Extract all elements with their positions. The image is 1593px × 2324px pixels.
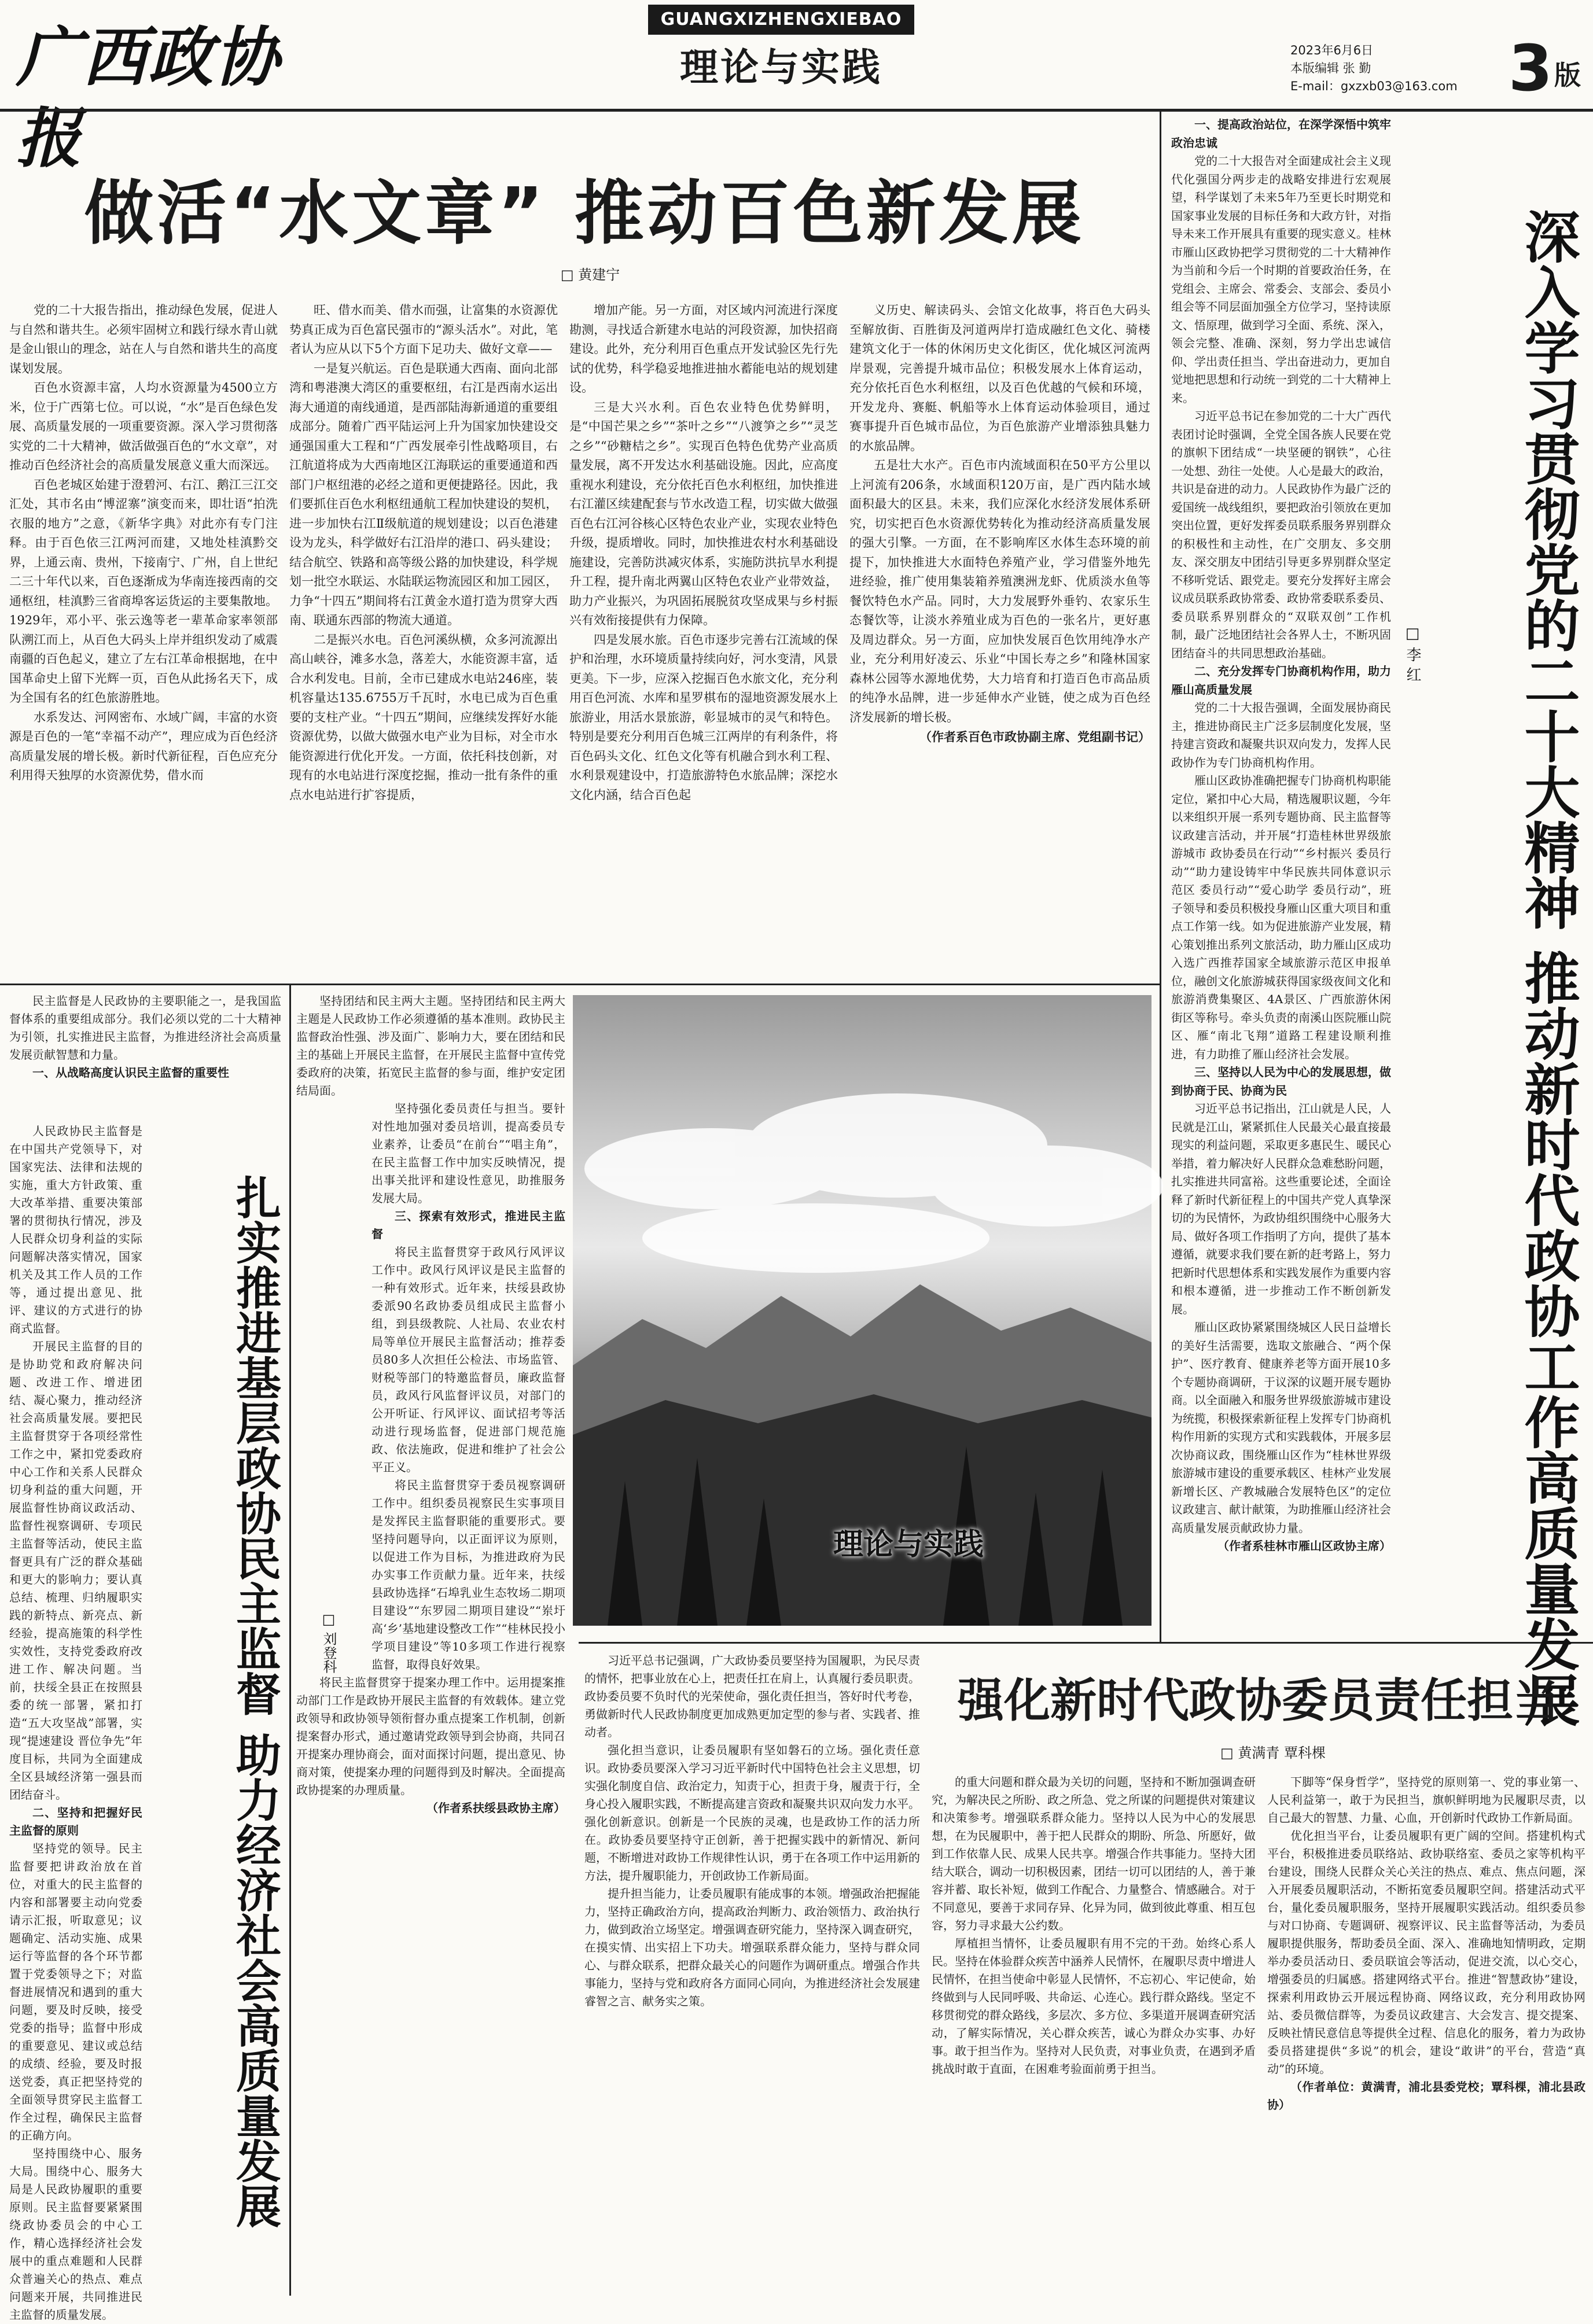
paragraph: 坚持党的领导。民主监督要把讲政治放在首位，对重大的民主监督的内容和部署要主动向党委请示汇报，听取意见；议题确定、活动实施、成果运行等监督的各个环节都置于党委领导之下；对监督进展情况和遇到的重大问题，要及时反映，接受党委的指导；监督中形成的重要意见、建议或总结的成绩、经验，要及时报送党委，真正把坚持党的全面领导贯穿民主监督工作全过程，确保民主监督的正确方向。 bbox=[9, 1841, 142, 2142]
article4-author: □ 黄满青 覃科棵 bbox=[1220, 1745, 1326, 1761]
paragraph: 党的二十大报告对全面建成社会主义现代化强国分两步走的战略安排进行宏观展望，科学谋划了未来5年乃至更长时期党和国家事业发展的目标任务和大政方针，对指导未来工作开展具有重要的现实意义。桂林市雁山区政协把学习贯彻党的二十大精神作为当前和今后一个时期的首要政治任务，在党组会、主席会、常委会、支部会、委员小组会等不同层面加强全方位学习，坚持读原文、悟原理，做到学习全面、系统、深入，领会完整、准确、深刻，努力学出忠诚信仰、学出责任担当、学出奋进动力，更加自觉地把思想和行动统一到党的二十大精神上来。 bbox=[1171, 154, 1391, 405]
article3-col2 bbox=[296, 992, 565, 2291]
article1-author: □ 黄建宁 bbox=[560, 267, 620, 283]
article1-col1 bbox=[9, 301, 278, 966]
paragraph: 四是发展水旅。百色市逐步完善右江流域的保护和治理，水环境质量持续向好，河水变清，风景更美。下一步，应深入挖掘百色水旅文化，充分利用百色河流、水库和星罗棋布的湿地资源发展水上旅游业，用活水景旅游，彰显城市的灵气和特色。特别是要充分利用百色城三江两岸的有利条件，将百色码头文化、红色文化等有机融合到水利工程、水利景观建设中，打造旅游特色水旅品牌；深挖水文化内涵，结合百色起 bbox=[569, 632, 838, 802]
subhead: 三、探索有效形式，推进民主监督 bbox=[371, 1209, 565, 1241]
paragraph: 百色老城区始建于澄碧河、右江、鹅江三江交汇处，其市名由“博涩寨”演变而来，即壮语“拍洗衣服的地方”之意，《新华字典》对此亦有专门注释。由于百色依三江两河而建，又地处桂滇黔交界，上通云南、贵州，下接南宁、广州，自上世纪二三十年代以来，百色逐渐成为华南连接西南的交通枢纽，桂滇黔三省商埠客运货运的主要集散地。1929年，邓小平、张云逸等老一辈革命家率领部队溯江而上，从百色大码头上岸并组织发动了威震南疆的百色起义，建立了左右江革命根据地，在中国革命史上留下光辉一页，百色从此扬名天下，成为全国有名的红色旅游胜地。 bbox=[9, 477, 278, 705]
paragraph: 将民主监督贯穿于提案办理工作中。运用提案推动部门工作是政协开展民主监督的有效载体。建立党政领导和政协领导领衔督办重点提案工作机制，创新提案督办形式，通过邀请党政领导到会协商，共同召开提案办理协商会，面对面探讨问题，提出意见、协商对策，使提案办理的问题得到及时解决。全面提高政协提案的办理质量。 bbox=[296, 1675, 565, 1797]
subhead: 一、从战略高度认识民主监督的重要性 bbox=[32, 1066, 229, 1080]
paragraph: 民主监督是人民政协的主要职能之一，是我国监督体系的重要组成部分。我们必须以党的二十大精神为引领，扎实推进民主监督，为推进经济社会高质量发展贡献智慧和力量。 bbox=[9, 994, 281, 1062]
article1-col3 bbox=[569, 301, 838, 966]
paragraph: 人民政协民主监督是在中国共产党领导下，对国家宪法、法律和法规的实施，重大方针政策、重大改革举措、重要决策部署的贯彻执行情况，涉及人民群众切身利益的实际问题解决落实情况，国家机关及其工作人员的工作等，通过提出意见、批评、建议的方式进行的协商式监督。 bbox=[9, 1124, 142, 1335]
section-title: 理论与实践 bbox=[680, 45, 882, 90]
paragraph: 习近平总书记在参加党的二十大广西代表团讨论时强调，全党全国各族人民要在党的旗帜下团结成“一块坚硬的钢铁”，心往一处想、劲往一处使。人心是最大的政治，共识是奋进的动力。人民政协作为最广泛的爱国统一战线组织，要把政治引领放在更加突出位置，更好发挥委员联系服务界别群众的积极性和主动性，在广交朋友、多交朋友、深交朋友中团结引导更多界别群众坚定不移听党话、跟党走。要充分发挥好主席会议成员联系政协常委、政协常委联系委员、委员联系界别群众的“双联双创”工作机制，最广泛地团结社会各界人士，不断巩固团结奋斗的共同思想政治基础。 bbox=[1171, 409, 1391, 660]
paragraph: 厚植担当情怀，让委员履职有用不完的干劲。始终心系人民。坚持在体验群众疾苦中涵养人民情怀，在履职尽责中增进人民情怀，在担当使命中彰显人民情怀，不忘初心、牢记使命，始终做到与人民同呼吸、共命运、心连心。践行群众路线。坚定不移贯彻党的群众路线，多层次、多方位、多渠道开展调查研究活动，了解实际情况，关心群众疾苦，诚心为群众办实事、办好事。敢于担当作为。坚持对人民负责，对事业负责，在遇到矛盾挑战时敢于直面，在困难考验面前勇于担当。 bbox=[932, 1936, 1256, 2076]
paragraph: 一是复兴航运。百色是联通大西南、面向北部湾和粤港澳大湾区的重要枢纽，右江是西南水运出海大通道的南线通道，是西部陆海新通道的重要组成部分。随着广西平陆运河上升为国家加快建设交通强国重大工程和“广西发展牵引性战略项目，右江航道将成为大西南地区江海联运的重要通道和西部门户枢纽港的必经之道和更便捷路径。因此，我们要抓住百色水利枢纽通航工程加快建设的契机，进一步加快右江Ⅱ级航道的规划建设；以百色港建设为龙头，科学做好右江沿岸的港口、码头建设；结合航空、铁路和高等级公路的加快建设，科学规划一批空水联运、水陆联运物流园区和加工园区，力争“十四五”期间将右江黄金水道打造为贯穿大西南、联通东西部的物流大通道。 bbox=[289, 361, 558, 627]
paragraph: 旺、借水而美、借水而强，让富集的水资源优势真正成为百色富民强市的“源头活水”。对此，笔者认为应从以下5个方面下足功夫、做好文章—— bbox=[289, 303, 558, 356]
author-note: （作者单位：黄满青，浦北县委党校；覃科棵，浦北县政协） bbox=[1267, 2080, 1585, 2112]
subhead: 二、充分发挥专门协商机构作用，助力雁山高质量发展 bbox=[1171, 664, 1391, 697]
article4-col3 bbox=[1267, 1773, 1585, 2288]
author-note: （作者系桂林市雁山区政协主席） bbox=[1217, 1539, 1391, 1553]
paragraph: 水系发达、河网密布、水域广阔，丰富的水资源是百色的一笔“幸福不动产”，理应成为百色经济高质量发展的增长极。新时代新征程，百色应充分利用得天独厚的水资源优势，借水而 bbox=[9, 710, 278, 782]
page-number: 3 bbox=[1508, 31, 1553, 105]
paragraph: 坚持团结和民主两大主题。坚持团结和民主两大主题是人民政协工作必须遵循的基本准则。政协民主监督政治性强、涉及面广、影响力大，要在团结和民主的基础上开展民主监督，在开展民主监督中宣传党委政府的决策，拓宽民主监督的参与面，维护安定团结局面。 bbox=[296, 994, 565, 1097]
paragraph: 雁山区政协紧紧围绕城区人民日益增长的美好生活需要，选取文旅融合、“两个保护”、医疗教育、健康养老等方面开展10多个专题协商调研，于议深的议题开展专题协商。以全面融入和服务世界级旅游城市建设为统揽，积极探索新征程上发挥专门协商机构作用新的实现方式和实践载体，开展多层次协商议政，围绕雁山区作为“桂林世界级旅游城市建设的重要承载区、桂林产业发展新增长区、产教城融合发展特色区”的定位议政建言、献计献策，为助推雁山经济社会高质量发展贡献政协力量。 bbox=[1171, 1320, 1391, 1535]
paragraph: 五是壮大水产。百色市内流域面积在50平方公里以上河流有206条，水域面积120万亩，是广西内陆水域面积最大的区县。未来，我们应深化水经济发展体系研究，切实把百色水资源优势转化为推动经济高质量发展的强大引擎。一方面，在不影响库区水体生态环境的前提下，加快推进大水面特色养殖产业，学习借鉴外地先进经验，推广使用集装箱养殖澳洲龙虾、优质淡水鱼等餐饮特色水产品。同时，大力发展野外垂钓、农家乐生态餐饮等，让淡水养殖业成为百色的一张名片，更好惠及周边群众。另一方面，应加快发展百色饮用纯净水产业，充分利用好凌云、乐业“中国长寿之乡”和隆林国家森林公园等水源地优势，大力培育和打造百色市高品质的纯净水品牌，进一步延伸水产业链，使之成为百色经济发展新的增长极。 bbox=[849, 458, 1150, 724]
article3-author: □ 刘登科 bbox=[321, 1611, 337, 1674]
paragraph: 下脚等“保身哲学”，坚持党的原则第一、党的事业第一、人民利益第一，敢于为民担当，旗帜鲜明地为民履职尽责，以自己最大的智慧、力量、心血，开创新时代政协工作新局面。 bbox=[1267, 1775, 1585, 1825]
article3-lead bbox=[9, 992, 281, 1117]
paragraph: 优化担当平台，让委员履职有更广阔的空间。搭建机构式平台，积极推进委员联络站、政协联络室、委员之家等机构平台建设，围绕人民群众关心关注的热点、难点、焦点问题，深入开展委员履职活动，不断拓宽委员履职空间。搭建活动式平台，量化委员履职服务，坚持开展履职实践活动。组织委员参与对口协商、专题调研、视察评议、民主监督等活动，为委员履职提供服务，帮助委员全面、深入、准确地知情明政，定期举办委员活动日、委员联谊会等活动，促进交流，以心交心，增强委员的归属感。搭建网络式平台。推进“智慧政协”建设，探索利用政协云开展远程协商、网络议政，充分利用政协网站、委员微信群等，为委员议政建言、大会发言、提交提案、反映社情民意信息等提供全过程、信息化的服务，着力为政协委员搭建提供“多说”的机会，建设“敢讲”的平台，营造“真动”的环境。 bbox=[1267, 1829, 1585, 2076]
subhead: 一、提高政治站位，在深学深悟中筑牢政治忠诚 bbox=[1171, 117, 1391, 150]
article4-col1 bbox=[584, 1652, 920, 2288]
article2-author: □ 李 红 bbox=[1404, 625, 1421, 682]
pinyin-banner: GUANGXIZHENGXIEBAO bbox=[648, 5, 914, 35]
hill-icon bbox=[573, 1394, 1151, 1626]
article3-col1 bbox=[9, 1122, 142, 2322]
newspaper-logo: 广西政协报 bbox=[16, 20, 280, 176]
paragraph: 三是大兴水利。百色农业特色优势鲜明，是“中国芒果之乡”“茶叶之乡”“八渡笋之乡”“灵芝之乡”“砂糖桔之乡”。实现百色特色优势产业高质量发展，离不开发达水利基础设施。因此，应高度重视水利建设，充分依托百色水利枢纽，加快推进右江灌区续建配套与节水改造工程，切实做大做强百色右江河谷核心区特色农业产业，实现农业特色升级，提质增收。同时，加快推进农村水利基础设施建设，完善防洪减灾体系，实施防洪抗旱水利提升工程，提升南北两翼山区特色农业产业带效益，助力产业振兴，为巩固拓展脱贫攻坚成果与乡村振兴有效衔接提供有力保障。 bbox=[569, 400, 838, 627]
issue-editor: 本版编辑 张 勤 bbox=[1290, 61, 1371, 75]
article1-title: 做活“水文章” 推动百色新发展 bbox=[84, 174, 1085, 254]
author-note: （作者系扶绥县政协主席） bbox=[426, 1801, 565, 1815]
paragraph: 习近平总书记强调，广大政协委员要坚持为国履职，为民尽责的情怀，把事业放在心上，把责任扛在肩上，认真履行委员职责。政协委员要不负时代的光荣使命，强化责任担当，答好时代考卷，勇做新时代人民政协制度更加成熟更加定型的参与者、实践者、推动者。 bbox=[584, 1653, 920, 1739]
masthead-rule bbox=[0, 109, 1593, 112]
rule-left-block bbox=[289, 984, 291, 2296]
article3-title: 扎实推进基层政协民主监督 助力经济社会高质量发展 bbox=[229, 1174, 281, 2229]
article4-col2 bbox=[932, 1773, 1256, 2288]
paragraph: 将民主监督贯穿于委员视察调研工作中。组织委员视察民生实事项目是发挥民主监督职能的重要形式。要坚持问题导向，以正面评议为原则，以促进工作为目标，为推进政府为民办实事工作贡献力量。近年来，扶绥县政协选择“石埠乳业生态牧场二期项目建设”“东罗园二期项目建设”“岽圩高‘乡’基地建设整改工作”“桂林民投小学项目建设”等10多项工作进行视察监督，取得良好效果。 bbox=[371, 1478, 565, 1671]
paragraph: 开展民主监督的目的是协助党和政府解决问题、改进工作、增进团结、凝心聚力，推动经济社会高质量发展。要把民主监督贯穿于各项经常性工作之中，紧扣党委政府中心工作和关系人民群众切身利益的重大问题，开展监督性协商议政活动、监督性视察调研、专项民主监督等活动，使民主监督更具有广泛的群众基础和更大的影响力；要认真总结、梳理、归纳履职实践的新特点、新亮点、新经验，提高施策的科学性实效性，支持党委政府改进工作、解决问题。当前，扶绥全县正在按照县委的统一部署，紧扣打造“五大攻坚战”部署，实现“提速建设 晋位争先”年度目标，共同为全面建成全区县域经济第一强县而团结奋斗。 bbox=[9, 1339, 142, 1802]
paragraph: 提升担当能力，让委员履职有能成事的本领。增强政治把握能力，坚持正确政治方向，提高政治判断力、政治领悟力、政治执行力，做到政治立场坚定。增强调查研究能力，坚持深入调查研究，在摸实情、出实招上下功夫。增强联系群众能力，坚持与群众同心、与群众联系，把群众最关心的问题作为调研重点。增强合作共事能力，坚持与党和政府各方面同心同向，为推进经济社会发展建睿智之言、献务实之策。 bbox=[584, 1887, 920, 2008]
article2-body bbox=[1171, 116, 1391, 1631]
paragraph: 的重大问题和群众最为关切的问题，坚持和不断加强调查研究，为解决民之所盼、政之所急、党之所谋的问题提供对策建议和决策参考。增强联系群众能力。坚持以人民为中心的发展思想，在为民履职中，善于把人民群众的期盼、所急、所愿好，做到工作依靠人民、成果人民共享。增强合作共事能力。坚持大团结大联合，调动一切积极因素，团结一切可以团结的人，善于兼容并蓄、取长补短，做到工作配合、力量整合、情感融合。对于不同意见，要善于求同存异、化异为同，做到彼此尊重、相互包容，努力寻求最大公约数。 bbox=[932, 1775, 1256, 1932]
paragraph: 义历史、解读码头、会馆文化故事，将百色大码头至解放街、百胜街及河道两岸打造成融红色文化、骑楼建筑文化于一体的休闲历史文化街区，优化城区河流两岸景观，完善提升城市品位；积极发展水上体育运动，充分依托百色水利枢纽，以及百色优越的气候和环境，开发龙舟、赛艇、帆船等水上体育运动体验项目，通过赛事提升百色城市品位，为百色旅游产业增添独具魅力的水旅品牌。 bbox=[849, 303, 1150, 453]
paragraph: 强化担当意识，让委员履职有坚如磐石的立场。强化责任意识。政协委员要深入学习习近平新时代中国特色社会主义思想，切实强化制度自信、政治定力，知责于心，担责于身，履责于行，全身心投入履职实践，不断提高建言资政和凝聚共识双向发力水平。强化创新意识。创新是一个民族的灵魂，也是政协工作的活力所在。政协委员要坚持守正创新，善于把握实践中的新情况、新问题，不断增进对政协工作规律性认识，勇于在各项工作中运用新的方法，提升履职能力，开创政协工作新局面。 bbox=[584, 1743, 920, 1883]
paragraph: 雁山区政协准确把握专门协商机构职能定位，紧扣中心大局，精选履职议题，今年以来组织开展一系列专题协商、民主监督等议政建言活动，并开展“打造桂林世界级旅游城市 政协委员在行动”“乡村振兴 委员行动”“助力建设铸牢中华民族共同体意识示范区 委员行动”“爱心助学 委员行动”，班子领导和委员积极投身雁山区重大项目和重点工作第一线。如为促进旅游产业发展，精心策划推出系列文旅活动，助力雁山区成功入选广西推荐国家全域旅游示范区申报单位，融创文化旅游城获得国家级夜间文化和旅游消费集聚区、4A景区、广西旅游休闲街区等称号。牵头负责的南溪山医院雁山院区、雁“南北飞翔”道路工程建设顺利推进，有力助推了雁山经济社会发展。 bbox=[1171, 774, 1391, 1061]
paragraph: 坚持强化委员责任与担当。要针对性地加强对委员培训，提高委员专业素养，让委员“在前台”“唱主角”，在民主监督工作中加实反映情况，提出事关批评和建设性意见，助推服务发展大局。 bbox=[371, 1102, 565, 1205]
subhead: 二、坚持和把握好民主监督的原则 bbox=[9, 1806, 142, 1837]
column-rule-right bbox=[1160, 110, 1161, 1642]
paragraph: 将民主监督贯穿于政风行风评议工作中。政风行风评议是民主监督的一种有效形式。近年来，扶绥县政协委派90名政协委员组成民主监督小组，到县级教院、人社局、农业农村局等单位开展民主监督活动；推荐委员80多人次担任公检法、市场监管、财税等部门的特邀监督员，廉政监督员，政风行风监督评议员，对部门的公开听证、行风评议、面试招考等活动进行现场监督，促进部门规范施政、依法施政，促进和维护了社会公平正义。 bbox=[371, 1245, 565, 1474]
subhead: 三、坚持以人民为中心的发展思想，做到协商于民、协商为民 bbox=[1171, 1065, 1391, 1097]
author-note: （作者系百色市政协副主席、党组副书记） bbox=[919, 730, 1150, 744]
article4-title: 强化新时代政协委员责任担当 bbox=[958, 1674, 1559, 1728]
page-suffix: 版 bbox=[1554, 60, 1581, 91]
issue-info bbox=[1290, 42, 1504, 97]
issue-date: 2023年6月6日 bbox=[1290, 43, 1374, 57]
paragraph: 党的二十大报告指出，推动绿色发展，促进人与自然和谐共生。必须牢固树立和践行绿水青山就是金山银山的理念，站在人与自然和谐共生的高度谋划发展。 bbox=[9, 303, 278, 375]
photo-caption: 理论与实践 bbox=[833, 1527, 984, 1562]
article1-col2 bbox=[289, 301, 558, 966]
cloud-icon bbox=[584, 1093, 1163, 1273]
rule-top-left-bottom bbox=[0, 984, 1160, 985]
paragraph: 坚持围绕中心、服务大局。围绕中心、服务大局是人民政协履职的重要原则。民主监督要紧紧围绕政协委员会的中心工作，精心选择经济社会发展中的重点难题和人民群众普遍关心的热点、难点问题来开展，共同推进民主监督的质量发展。 bbox=[9, 2146, 142, 2322]
paragraph: 增加产能。另一方面，对区域内河流进行深度勘测，寻找适合新建水电站的河段资源，加快招商建设。此外，充分利用百色重点开发试验区先行先试的优势，科学稳妥地推进抽水蓄能电站的规划建设。 bbox=[569, 303, 838, 395]
landscape-photo bbox=[573, 995, 1151, 1626]
paragraph: 二是振兴水电。百色河溪纵横，众多河流源出高山峡谷，滩多水急，落差大，水能资源丰富，适合水利发电。目前，全市已建成水电站246座，装机容量达135.6755万千瓦时，水电已成为百色重要的支柱产业。“十四五”期间，应继续发挥好水能资源优势，以做大做强水电产业为目标，对全市水能资源进行优化开发。一方面，依托科技创新，对现有的水电站进行深度挖掘，推动一批有条件的重点水电站进行扩容提质， bbox=[289, 632, 558, 802]
article2-title-line1: 深入学习贯彻党的二十大精神 推动新时代政协工作高质量发展 bbox=[1515, 208, 1580, 1728]
paragraph: 习近平总书记指出，江山就是人民，人民就是江山，紧紧抓住人民最关心最直接最现实的利益问题，采取更多惠民生、暖民心举措，着力解决好人民群众急难愁盼问题，扎实推进共同富裕。这些重要论述，全面诠释了新时代新征程上的中国共产党人真挚深切的为民情怀，为政协组织围绕中心服务大局、做好各项工作指明了方向，提供了基本遵循，就要求我们要在新的赶考路上，努力把新时代思想体系和实践发展作为重要内容和根本遵循，进一步推动工作不断创新发展。 bbox=[1171, 1102, 1391, 1316]
article1-col4 bbox=[849, 301, 1150, 966]
issue-email: E-mail：gxzxb03@163.com bbox=[1290, 79, 1458, 93]
paragraph: 党的二十大报告强调，全面发展协商民主，推进协商民主广泛多层制度化发展，坚持建言资政和凝聚共识双向发力，发挥人民政协作为专门协商机构作用。 bbox=[1171, 701, 1391, 769]
paragraph: 百色水资源丰富，人均水资源量为4500立方米，位于广西第七位。可以说，“水”是百色绿色发展、高质量发展的一项重要资源。深入学习贯彻落实党的二十大精神，做活做强百色的“水文章”，对推动百色经济社会的高质量发展意义重大而深远。 bbox=[9, 381, 278, 472]
rule-article4-top bbox=[579, 1642, 1593, 1644]
